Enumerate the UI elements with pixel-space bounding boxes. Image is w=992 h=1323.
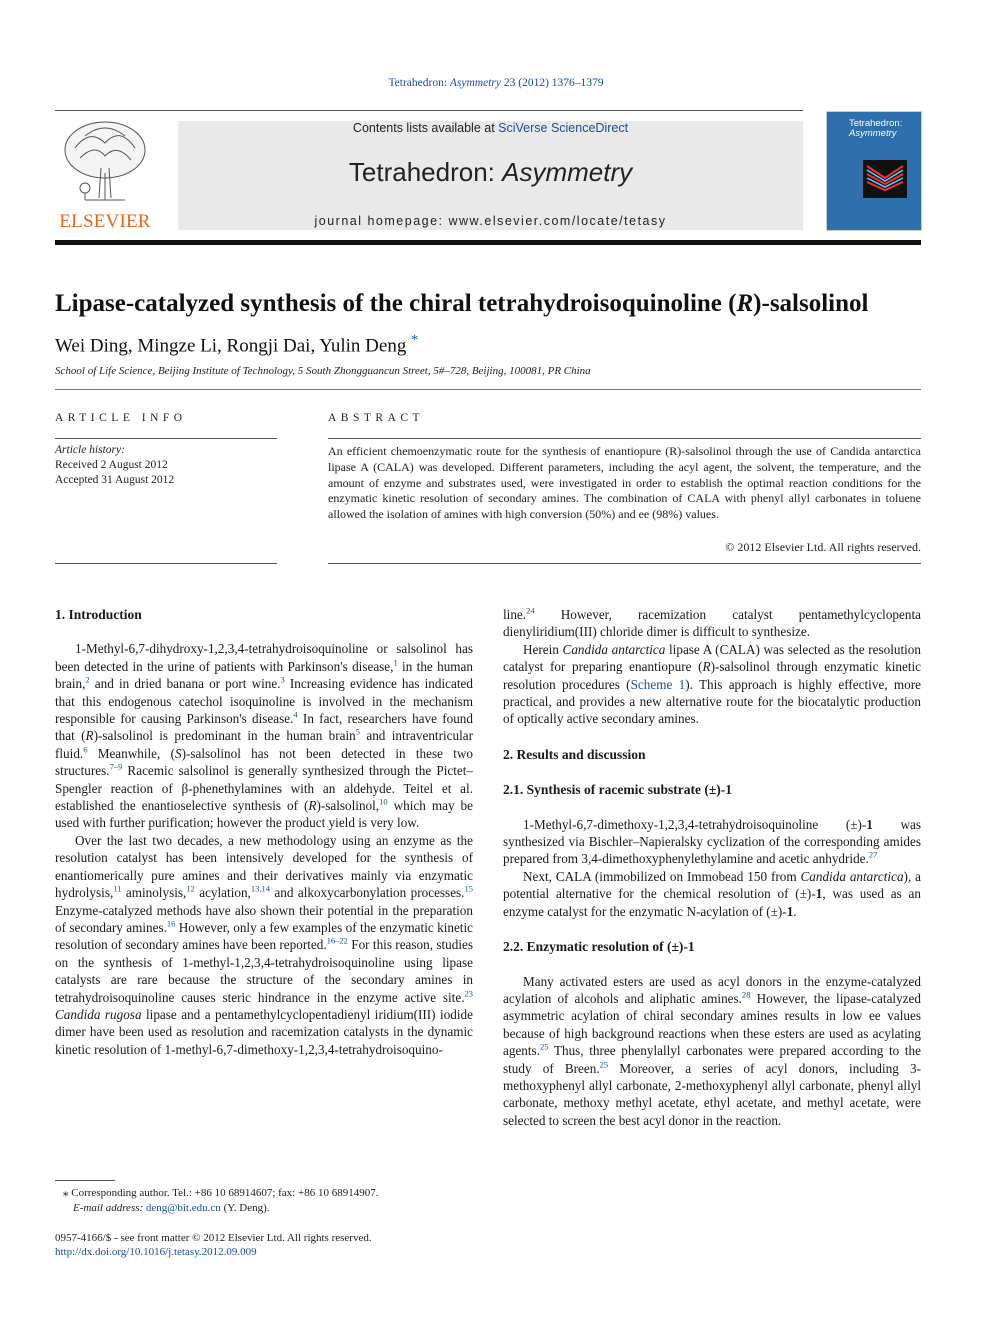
elsevier-wordmark: ELSEVIER <box>59 211 151 232</box>
body-column-right <box>503 606 921 1129</box>
article-title: Lipase-catalyzed synthesis of the chiral tetrahydroisoquinoline (R)-salsolinol <box>55 290 869 317</box>
cover-title-line2: Asymmetry <box>849 128 897 139</box>
header-thick-rule <box>55 240 921 245</box>
affiliation: School of Life Science, Beijing Institute of Technology, 5 South Zhongguancun Street, 5#–728, Beijing, 100081, PR China <box>55 365 591 377</box>
journal-cover[interactable] <box>826 111 922 231</box>
email-link[interactable]: deng@bit.edu.cn <box>145 1201 221 1214</box>
email-label: E-mail address: <box>73 1201 146 1214</box>
footnote-corresponding <box>55 1186 485 1215</box>
section-2-2-paragraph-1: Many activated esters are used as acyl donors in the enzyme-catalyzed acylation of alcohols and aliphatic amines.$^{28}$ However, the lipase-catalyzed asymmetric acylation of chiral secondary amines results in low ee values because of high background reactions when these esters are used as acylating agents.$^{25}$ Thus, three phenylallyl carbonates were prepared according to the study of Breen.$^{25}$ Moreover, a series of acyl donors, including 3-methoxyphenyl allyl carbonate, 2-methoxyphenyl allyl carbonate, phenyl allyl carbonate, methoxy methyl acetate, ethyl acetate, and methyl acetate, were selected to screen the best acyl donor in the reaction. <box>503 973 921 1128</box>
section-rule <box>55 389 921 390</box>
authors-text: Wei Ding, Mingze Li, Rongji Dai, Yulin Deng <box>55 335 407 357</box>
front-matter <box>55 1231 372 1259</box>
abstract-rule <box>328 438 921 439</box>
intro-paragraph-2: Over the last two decades, a new methodology using an enzyme as the resolution catalyst has been intensively developed for the synthesis of enantiomerically pure amines and their derivatives mainly via enzymatic hydrolysis,$^{11}$ aminolysis,$^{12}$ acylation,$^{13,14}$ and alkoxycarbonylation processes.$^{15}$ Enzyme-catalyzed methods have also shown their potential in the preparation of secondary amines.$^{16}$ However, only a few examples of the enzymatic kinetic resolution of secondary amines have been reported.$^{16-22}$ For this reason, studies on the synthesis of 1-methyl-1,2,3,4-tetrahydroisoquinoline using lipase catalysts are rare because the structure of the secondary amines in tetrahydroisoquinoline causes steric hindrance in the enzyme active site.$^{23}$ Candida rugosa lipase and a pentamethylcyclopentadienyl iridium(III) iodide dimer have been used as resolution and racemization catalysts in the dynamic kinetic resolution of 1-methyl-6,7-dimethoxy-1,2,3,4-tetrahydroisoquino- <box>55 832 473 1057</box>
email-note <box>55 1201 485 1216</box>
journal-homepage[interactable]: journal homepage: www.elsevier.com/locate/tetasy <box>314 214 667 228</box>
contents-prefix: Contents lists available at <box>352 121 499 135</box>
header-rule <box>55 110 803 111</box>
email-suffix: (Y. Deng). <box>220 1201 270 1214</box>
received-date: Received 2 August 2012 <box>55 459 168 471</box>
abstract-bottom-rule <box>328 563 921 564</box>
journal-banner <box>178 121 803 230</box>
sciencedirect-link[interactable]: SciVerse ScienceDirect <box>498 121 629 135</box>
footnote-rule <box>55 1180 115 1181</box>
cover-graphic <box>863 160 907 198</box>
cover-title-line1: Tetrahedron: <box>849 118 903 129</box>
cover-title <box>849 119 902 139</box>
article-info-heading: ARTICLE INFO <box>55 412 187 424</box>
accepted-date: Accepted 31 August 2012 <box>55 474 175 486</box>
article-info-rule <box>55 438 277 439</box>
section-2-1-paragraph-2: Next, CALA (immobilized on Immobead 150 from Candida antarctica), a potential alternative for the chemical resolution of (±)-1, was used as an enzyme catalyst for the enzymatic N-acylation of (±)-1. <box>503 868 922 919</box>
abstract-heading: ABSTRACT <box>328 412 425 424</box>
abstract-copyright: © 2012 Elsevier Ltd. All rights reserved. <box>725 540 921 554</box>
section-2-1-heading: 2.1. Synthesis of racemic substrate (±)-1 <box>503 782 732 798</box>
article-info-bottom-rule <box>55 563 277 564</box>
issn-line: 0957-4166/$ - see front matter © 2012 Elsevier Ltd. All rights reserved. <box>55 1232 372 1244</box>
abstract-text: An efficient chemoenzymatic route for the synthesis of enantiopure (R)-salsolinol through the use of Candida antarctica lipase A (CALA) was developed. Different parameters, including the acyl agent, the solvent, the temperature, and the amount of enzyme and substrates used, were investigated in order to establish the optimal reaction conditions for the enzymatic kinetic resolution of secondary amines. The combination of CALA with phenyl allyl carbonates in toluene allowed the isolation of amines with high conversion (50%) and ee (98%) values. <box>328 444 921 522</box>
contents-line <box>178 121 803 135</box>
journal-name: Tetrahedron: Asymmetry <box>348 157 633 187</box>
doi-link[interactable]: http://dx.doi.org/10.1016/j.tetasy.2012.09.009 <box>55 1246 257 1258</box>
article-history <box>55 443 174 488</box>
intro-paragraph-2-cont: line.$^{24}$ However, racemization catalyst pentamethylcyclopenta dienyliridium(III) chloride dimer is difficult to synthesize. <box>503 605 921 640</box>
scheme-1-link[interactable]: Scheme 1 <box>630 676 686 692</box>
intro-paragraph-1: 1-Methyl-6,7-dihydroxy-1,2,3,4-tetrahydroisoquinoline or salsolinol has been detected in the urine of patients with Parkinson's disease,$^1$ in the human brain,$^2$ and in dried banana or port wine.$^3$ Increasing evidence has indicated that this endogenous catechol isoquinoline is involved in the mechanism responsible for causing Parkinson's disease.$^4$ In fact, researchers have found that (R)-salsolinol is predominant in the human brain$^5$ and intraventricular fluid.$^6$ Meanwhile, (S)-salsolinol has not been detected in these two structures.$^{7-9}$ Racemic salsolinol is generally synthesized through the Pictet–Spengler reaction of β-phenethylamines with an aldehyde. Teitel et al. established the enantioselective synthesis of (R)-salsolinol,$^{10}$ which may be used with further purification; however the product yield is very low. <box>55 641 474 831</box>
section-2-2-heading: 2.2. Enzymatic resolution of (±)-1 <box>503 939 695 955</box>
corresponding-author-mark[interactable]: * <box>411 333 419 348</box>
corresponding-author-note: ⁎ Corresponding author. Tel.: +86 10 68914607; fax: +86 10 68914907. <box>63 1187 379 1199</box>
history-label: Article history: <box>55 444 125 456</box>
elsevier-logo <box>55 118 165 233</box>
body-column-left <box>55 606 473 1058</box>
author-list <box>55 333 418 357</box>
section-2-1-paragraph-1: 1-Methyl-6,7-dimethoxy-1,2,3,4-tetrahydroisoquinoline (±)-1 was synthesized via Bischler–Napieralsky cyclization of the corresponding amides prepared from 3,4-dimethoxyphenylethylamine and acetic anhydride.$^{27}$ <box>503 816 921 867</box>
intro-heading: 1. Introduction <box>55 607 142 622</box>
intro-paragraph-3: Herein Candida antarctica lipase A (CALA) was selected as the resolution catalyst for preparing enantiopure (R)-salsolinol through enzymatic kinetic resolution procedures (Scheme 1). This approach is highly effective, more practical, and provides a new alternative route for the biocatalytic production of optically active secondary amines. <box>503 641 921 727</box>
elsevier-tree-icon <box>55 118 155 208</box>
results-heading: 2. Results and discussion <box>503 746 646 762</box>
journal-citation[interactable]: Tetrahedron: Asymmetry 23 (2012) 1376–1379 <box>388 77 604 89</box>
